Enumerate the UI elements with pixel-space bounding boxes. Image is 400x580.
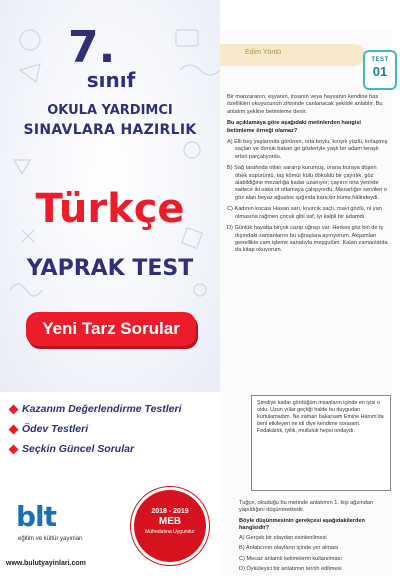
feature-label: Ödev Testleri xyxy=(22,423,89,435)
question-2-block xyxy=(239,500,389,576)
intro-paragraph: Bir manzaranın, eşyanın, insanın veya hayvanın kendine has özellikleri okuyucunun zihninde canlanacak şekilde anlatılır. Bu anlatım şekline betimleme denir. xyxy=(227,94,383,115)
grade-number: 7. xyxy=(68,22,116,73)
option-d: D) Günlük hayatta birçok cazip uğraşı var. Herkes göz bin de iş dışındaki zamanlarını bu uğraşlara ayırıyorum. Akşamları genellikle cam işleme sanatıyla meşgulüm. Kalan zamanlarda da kitap okuyorum. xyxy=(227,225,388,254)
question-1-block xyxy=(227,94,389,259)
tagline-badge: Yeni Tarz Sorular xyxy=(26,312,196,346)
option-b: B) Sağ tarafında otları sararıp kurumuş, orana buraya döşen öbek süpürüntü, taş kömür külü döküldü bir çayırlık, göz alabildiğine mezarlığa kadar uzanıyor; çayırın orta yerinde sadece iki saka ot otlamaya çalışıyordu. Mezarlığın servileri o göz alan beyaz ağustos ışığında kara bir küme hâlindeydi. xyxy=(227,165,388,201)
feature-label: Kazanım Değerlendirme Testleri xyxy=(22,403,182,415)
website-url: www.bulutyayinlari.com xyxy=(6,560,86,567)
diamond-bullet-icon xyxy=(9,405,19,415)
sheet-header-label: Edim Yöntü xyxy=(245,49,282,56)
test-label: TEST xyxy=(371,57,389,63)
diamond-bullet-icon xyxy=(9,425,19,435)
option-2a: A) Gerçek bir olaydan esinlenilmesi xyxy=(239,535,327,542)
product-title: YAPRAK TEST xyxy=(26,256,194,281)
seal-note: Müfredatına Uygundur xyxy=(145,529,195,535)
question-2: Böyle düşünmesinin gerekçesi aşağıdakilerden hangisidir? xyxy=(239,517,365,531)
seal-years: 2018 - 2019 xyxy=(151,508,189,515)
option-a: A) Elli beş yaşlarında görünen, orta boylu, kırışık yüzlü, kırlaşmış saçları ve donuk bakan gri gözleriyle yaşlı bir adam teraşlı erleri parçalıyordu. xyxy=(227,139,388,160)
test-badge xyxy=(363,50,397,90)
publisher-subtitle: eğitim ve kültür yayınları xyxy=(18,536,83,542)
intro-paragraph-2: Tuğçe, okuduğu bu metinde anlatımın 1. kişi ağzından yapıldığını düşünmektedir. xyxy=(239,500,374,514)
subject-title: Türkçe xyxy=(35,186,185,232)
feature-item xyxy=(10,423,210,443)
publisher-logo xyxy=(16,500,96,550)
cover-panel xyxy=(0,0,220,392)
option-2b: B) Anlatıcının olayların içinde yer alması xyxy=(239,545,339,552)
feature-label: Seçkin Güncel Sorular xyxy=(22,443,135,455)
grade-word: sınıf xyxy=(86,68,136,92)
option-c: C) Kadının kocası Hasan sarı, kıvırcık saçlı, mavi gözlü, ni yan olmasına rağmen çocuk gibi saf, iyi kalpli bir adamdı. xyxy=(227,206,382,220)
diamond-bullet-icon xyxy=(9,445,19,455)
quote-box: Şimdiye kadar gördüğüm insanların içinde en iyisi o oldu. Uzun yıllar geçtiği halde bu duygudan kurtulamadım. Ne zaman bakarsam Emine Hanım'da beni etkileyen ne idi diye kendime soraram. Fedakârlık, iyilik, mutluluk hepsi ondaydı. xyxy=(251,395,391,491)
test-number: 01 xyxy=(372,64,388,79)
grade-label xyxy=(62,22,158,92)
test-sheet xyxy=(214,30,392,575)
option-2d: D) Öyküleyici bir anlatımın tercih edilmesi xyxy=(239,566,342,573)
subtitle-line-1: OKULA YARDIMCI xyxy=(47,103,173,118)
option-2c: C) Mecaz anlamlı kelimelerin kullanılması xyxy=(239,555,342,562)
subtitle-line-2: SINAVLARA HAZIRLIK xyxy=(23,122,197,138)
publisher-logo-text: blt xyxy=(16,500,57,533)
sheet-header xyxy=(215,44,365,66)
feature-item xyxy=(10,443,210,463)
feature-list xyxy=(10,403,210,463)
question-1: Bu açıklamaya göre aşağıdaki metinlerden hangisi betimleme örneği olamaz? xyxy=(227,120,361,134)
meb-seal xyxy=(134,490,206,562)
feature-item xyxy=(10,403,210,423)
seal-label: MEB xyxy=(158,516,182,527)
